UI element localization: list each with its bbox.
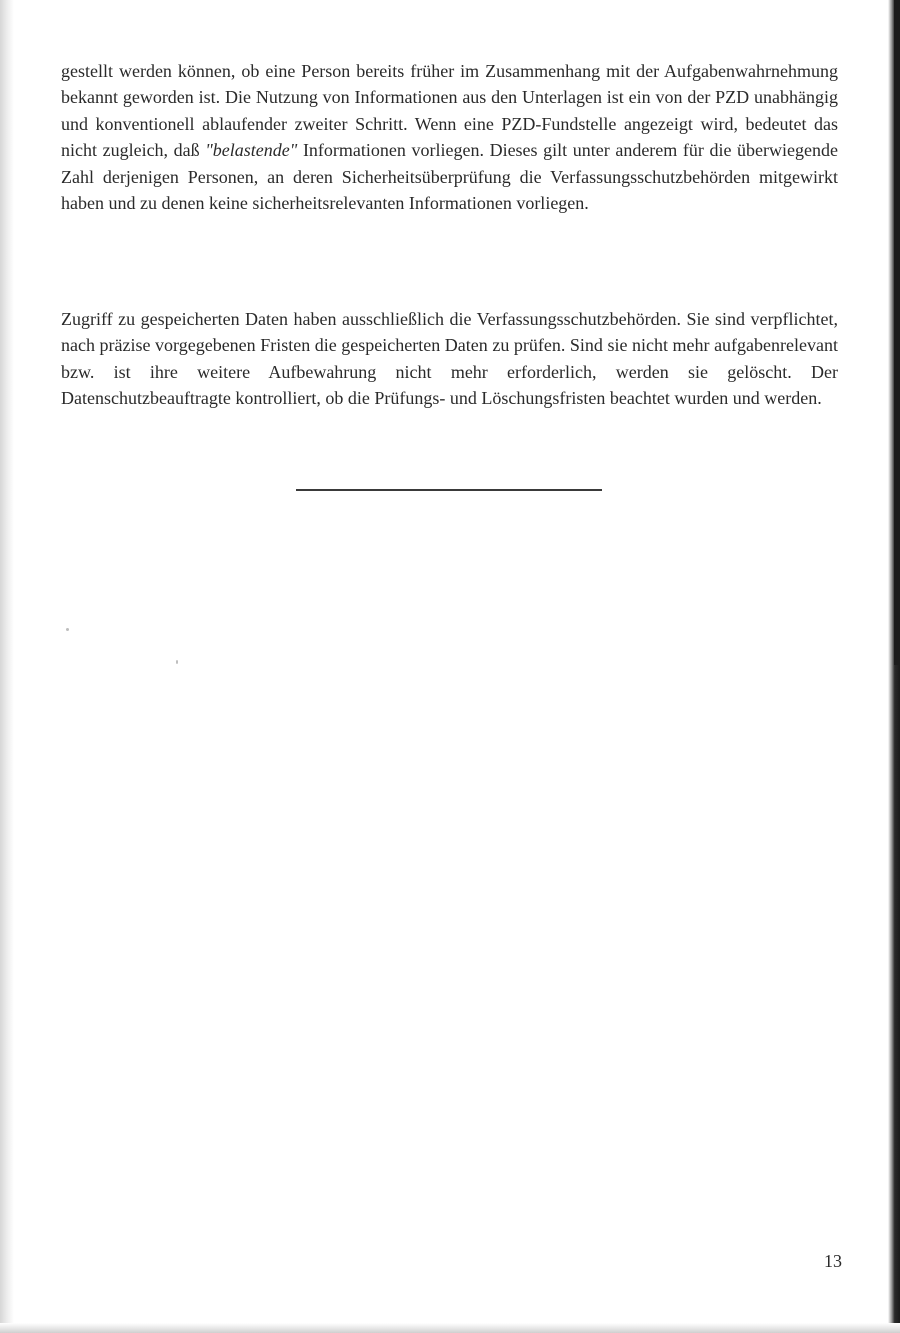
page-bottom-edge: [0, 1323, 900, 1333]
page-left-shadow: [0, 0, 14, 1333]
scan-speck: [66, 628, 69, 631]
paragraph-1-emphasis: "belastende": [205, 140, 298, 161]
page-number: 13: [824, 1251, 842, 1271]
paragraph-1: [61, 58, 838, 216]
page-right-edge-dark: [894, 0, 900, 665]
paragraph-1-text-start: gestellt werden können, ob eine Person bereits früher im Zusammenhang mit der Aufgabenwahrnehmung bekannt geworden ist. Die Nutzung von Informationen aus den Unterlagen ist ein von der PZD unabhängig und konventionell ablaufender zweiter Schritt. Wenn eine PZD-Fundstelle angezeigt wird, bedeutet das nicht zugleich, daß: [61, 61, 838, 161]
section-separator: [296, 489, 602, 491]
scan-speck: [176, 660, 178, 664]
paragraph-2: Zugriff zu gespeicherten Daten haben ausschließlich die Verfassungsschutzbehörden. Sie sind verpflichtet, nach präzise vorgegebenen Fristen die gespeicherten Daten zu prüfen. Sind sie nicht mehr aufgabenrelevant bzw. ist ihre weitere Aufbewahrung nicht mehr erforderlich, werden sie gelöscht. Der Datenschutzbeauftragte kontrolliert, ob die Prüfungs- und Löschungsfristen beachtet wurden und werden.: [61, 309, 838, 409]
paragraph-1-text-end: Informationen vorliegen. Dieses gilt unter anderem für die überwiegende Zahl derjenigen Personen, an deren Sicherheitsüberprüfung die Verfassungsschutzbehörden mitgewirkt haben und zu denen keine sicherheitsrelevanten Informationen vorliegen.: [61, 140, 839, 214]
